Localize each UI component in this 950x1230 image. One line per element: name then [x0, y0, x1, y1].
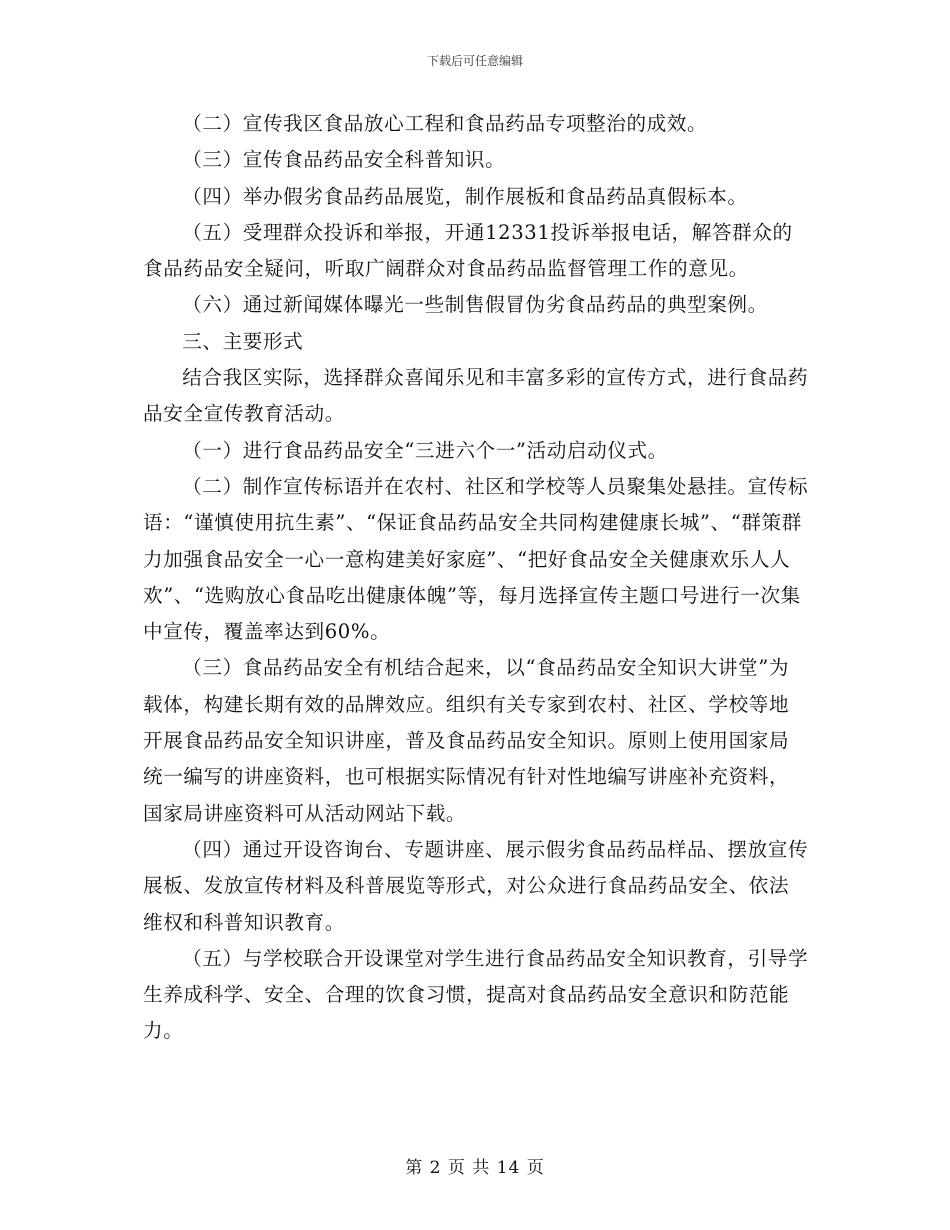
paragraph-consultation: （四）通过开设咨询台、专题讲座、展示假劣食品药品样品、摆放宣传展板、发放宣传材料及科普展览等形式，对公众进行食品药品安全、依法维权和科普知识教育。 — [143, 837, 809, 934]
paragraph-school-classes: （五）与学校联合开设课堂对学生进行食品药品安全知识教育，引导学生养成科学、安全、合理的饮食习惯，提高对食品药品安全意识和防范能力。 — [143, 946, 809, 1043]
paragraph-media-exposure: （六）通过新闻媒体曝光一些制售假冒伪劣食品药品的典型案例。 — [182, 293, 768, 317]
paragraph-publicize-results: （二）宣传我区食品放心工程和食品药品专项整治的成效。 — [182, 112, 708, 135]
page-number-footer: 第 2 页 共 14 页 — [405, 1158, 545, 1178]
paragraph-lecture-hall: （三）食品药品安全有机结合起来，以“食品药品安全知识大讲堂”为载体，构建长期有效的品牌效应。组织有关专家到农村、社区、学校等地开展食品药品安全知识讲座，普及食品药品安全知识。原则上使用国家局统一编写的讲座资料，也可根据实际情况有针对性地编写讲座补充资料，国家局讲座资料可从活动网站下载。 — [143, 656, 790, 825]
section-heading-main-forms: 三、主要形式 — [182, 329, 304, 353]
paragraph-launch-ceremony: （一）进行食品药品安全“三进六个一”活动启动仪式。 — [182, 438, 668, 462]
paragraph-slogans: （二）制作宣传标语并在农村、社区和学校等人员聚集处悬挂。宣传标语：“谨慎使用抗生素”、“保证食品药品安全共同构建健康长城”、“群策群力加强食品安全一心一意构建美好家庭”、“把好食品安全关健康欢乐人人欢”、“选购放心食品吃出健康体魄”等，每月选择宣传主题口号进行一次集中宣传，覆盖率达到60%。 — [143, 474, 809, 644]
paragraph-complaints-hotline: （五）受理群众投诉和举报，开通12331投诉举报电话，解答群众的食品药品安全疑问，听取广阔群众对食品药品监督管理工作的意见。 — [143, 220, 793, 281]
paragraph-forms-intro: 结合我区实际，选择群众喜闻乐见和丰富多彩的宣传方式，进行食品药品安全宣传教育活动。 — [143, 366, 809, 426]
page-header: 下载后可任意编辑 — [426, 54, 523, 68]
paragraph-exhibition: （四）举办假劣食品药品展览，制作展板和食品药品真假标本。 — [182, 184, 748, 208]
document-body — [143, 106, 809, 1050]
paragraph-science-knowledge: （三）宣传食品药品安全科普知识。 — [182, 148, 506, 172]
